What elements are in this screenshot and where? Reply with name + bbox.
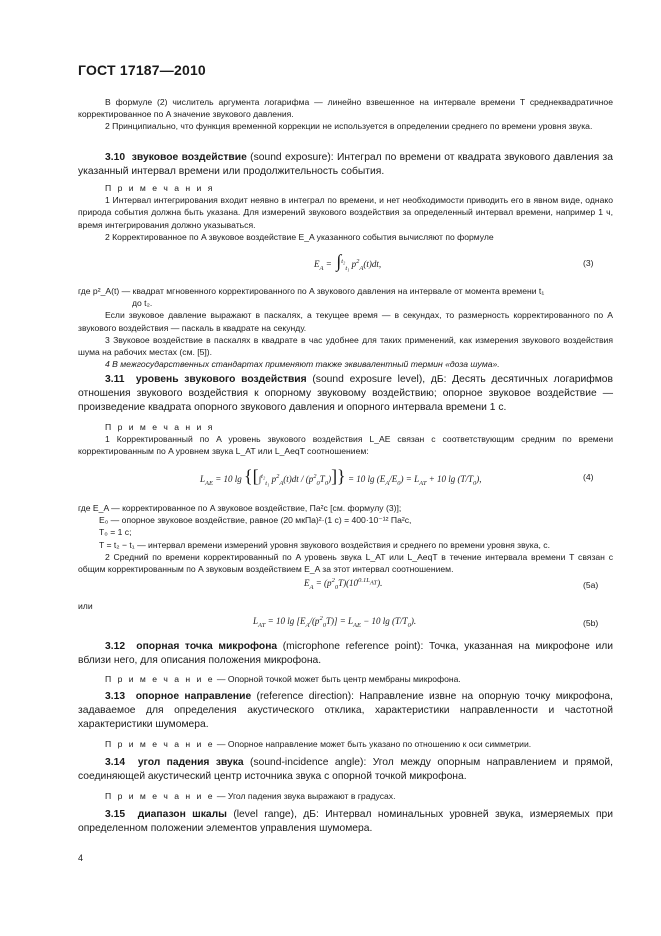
equation-number-3: (3) xyxy=(583,258,594,268)
term: угол падения звука xyxy=(137,757,244,768)
formula-4: $L_{AE} = 10$ lg {[∫$^{t_2}_{t_1}$ $p^2_A(t)dt / (p^2_0T_0)]\} = 10$ $\lg (E_A/E_0) = L_{AT} + 10$ $\lg (T/T_0)$, xyxy=(200,466,482,487)
section-3-10-notes xyxy=(78,182,613,243)
section-number: 3.15 xyxy=(105,809,126,820)
note-1: 1 Интервал интегрирования входит неявно в интеграл по времени, и нет необходимости приводить его в явном виде, однако природа события должна быть указана. Для измерений звукового воздействия за определенный интервал времени, например 1 ч, время интегрирования должно указываться. xyxy=(78,195,613,230)
where-line-2: до t₂. xyxy=(132,298,153,309)
definition: (level range), дБ: Интервал номинальных уровней звука, измеряемых при определенном положении элементов управления шумомера. xyxy=(78,809,614,835)
section-3-15 xyxy=(78,808,613,836)
term: уровень звукового воздействия xyxy=(135,374,307,385)
note-label: П р и м е ч а н и е xyxy=(105,739,215,749)
equation-number-5b: (5b) xyxy=(583,618,599,628)
note-1: 1 Корректированный по A уровень звукового воздействия L_AE связан с соответствующим средним по времени корректированным по A уровнем звука L_AT или L_AeqT соотношением: xyxy=(78,434,613,457)
section-3-12-note xyxy=(78,673,613,685)
section-number: 3.13 xyxy=(105,691,126,702)
section-3-14 xyxy=(78,756,613,784)
where-line-4: T = t₂ − t₁ — интервал времени измерений уровня звукового воздействия и среднего по времени уровня звука, с. xyxy=(99,539,550,550)
section-3-14-note xyxy=(78,790,613,802)
page-header: ГОСТ 17187—2010 xyxy=(78,62,206,78)
note-text: — Опорной точкой может быть центр мембраны микрофона. xyxy=(214,674,461,684)
notes-label: П р и м е ч а н и я xyxy=(105,183,215,193)
where-line-2: E₀ — опорное звуковое воздействие, равное (20 мкПа)²·(1 с) = 400·10⁻¹² Па²с, xyxy=(99,515,412,526)
term: звуковое воздействие xyxy=(131,152,247,163)
where-line-3: T₀ = 1 с; xyxy=(99,527,132,538)
formula-5a: $E_A = (p^2_0T)(10^{0.1L_{AT}})$. xyxy=(304,577,383,591)
equation-number-5a: (5a) xyxy=(583,580,599,590)
intro-block xyxy=(78,96,613,133)
where-line-1: где E_A — корректированное по A звуковое воздействие, Па²с [см. формулу (3)]; xyxy=(78,503,402,513)
section-number: 3.11 xyxy=(105,374,125,385)
page-number: 4 xyxy=(78,853,84,863)
term: диапазон шкалы xyxy=(137,809,227,820)
note-text: — Опорное направление может быть указано по отношению к оси симметрии. xyxy=(214,739,532,749)
notes-label: П р и м е ч а н и я xyxy=(105,422,215,432)
or-label: или xyxy=(78,601,93,611)
section-3-11-where xyxy=(78,502,613,575)
definition: (sound-incidence angle): Угол между опорным направлением и прямой, соединяющей акустический центр источника звука с опорной точкой микрофона. xyxy=(78,757,613,783)
intro-paragraph-1: В формуле (2) числитель аргумента логарифма — линейно взвешенное на интервале времени T среднеквадратичное корректированное по A значение звукового давления. xyxy=(78,97,613,120)
definition: (sound exposure level), дБ: Десять десятичных логарифмов отношения звукового воздействия к опорному звуковому воздействию; опорное звуковое воздействие — произведение квадрата опорного звукового давления и опорного интервала времени 1 с. xyxy=(78,374,613,414)
section-3-12 xyxy=(78,640,613,668)
note-text: — Угол падения звука выражают в градусах. xyxy=(214,791,396,801)
section-number: 3.12 xyxy=(105,641,126,652)
equation-number-4: (4) xyxy=(583,472,594,482)
where-line-1: где p²_A(t) — квадрат мгновенного корректированного по A звукового давления на интервале от момента времени t₁ xyxy=(78,286,545,296)
term: опорное направление xyxy=(135,691,252,702)
note-3: 3 Звуковое воздействие в паскалях в квадрате в час удобнее для таких применений, как измерения звукового воздействия шума на рабочих местах (см. [5]). xyxy=(78,334,613,358)
section-3-11 xyxy=(78,373,613,416)
intro-paragraph-2: 2 Принципиально, что функция временной коррекции не используется в определении среднего по времени уровня звука. xyxy=(105,121,593,132)
formula-3: $E_A = \int^{t_2}_{t_1}$ $p^2_A(t)dt$, xyxy=(314,251,382,272)
term: опорная точка микрофона xyxy=(136,641,278,652)
section-3-11-notes xyxy=(78,421,613,458)
section-number: 3.10 xyxy=(105,152,126,163)
definition: (reference direction): Направление извне на опорную точку микрофона, задаваемое для определения акустического отклика, характеристики направленности и частотной характеристики шумомера. xyxy=(78,691,613,731)
definition: (microphone reference point): Точка, указанная на микрофоне или вблизи него, для описания положения микрофона. xyxy=(78,641,613,667)
section-number: 3.14 xyxy=(105,757,126,768)
formula-5b: $L_{AT} = 10$ $\lg [E_A/(p^2_0T)] = L_{AE} - 10$ $\lg (T/T_0)$. xyxy=(253,615,417,629)
note-2: 2 Корректированное по A звуковое воздействие E_A указанного события вычисляют по формуле xyxy=(105,231,494,242)
section-3-13-note xyxy=(78,738,613,750)
note-label: П р и м е ч а н и е xyxy=(105,674,215,684)
section-3-13 xyxy=(78,690,613,733)
note-2-continued: Если звуковое давление выражают в паскалях, а текущее время — в секундах, то размерность корректированного по A звукового воздействия — паскаль в квадрате на секунду. xyxy=(78,310,613,333)
section-3-10 xyxy=(78,151,613,179)
definition: (sound exposure): Интеграл по времени от квадрата звукового давления за указанный интервал времени или продолжительность события. xyxy=(78,152,613,178)
note-4: 4 В межгосударственных стандартах применяют также эквивалентный термин «доза шума». xyxy=(105,359,500,370)
section-3-10-where xyxy=(78,285,613,370)
note-2: 2 Средний по времени корректированный по A уровень звука L_AT или L_AeqT в течение интервала времени T связан с общим корректированным по A звуковым воздействием E_A за этот интервал соотношением. xyxy=(78,551,613,575)
note-label: П р и м е ч а н и е xyxy=(105,791,215,801)
